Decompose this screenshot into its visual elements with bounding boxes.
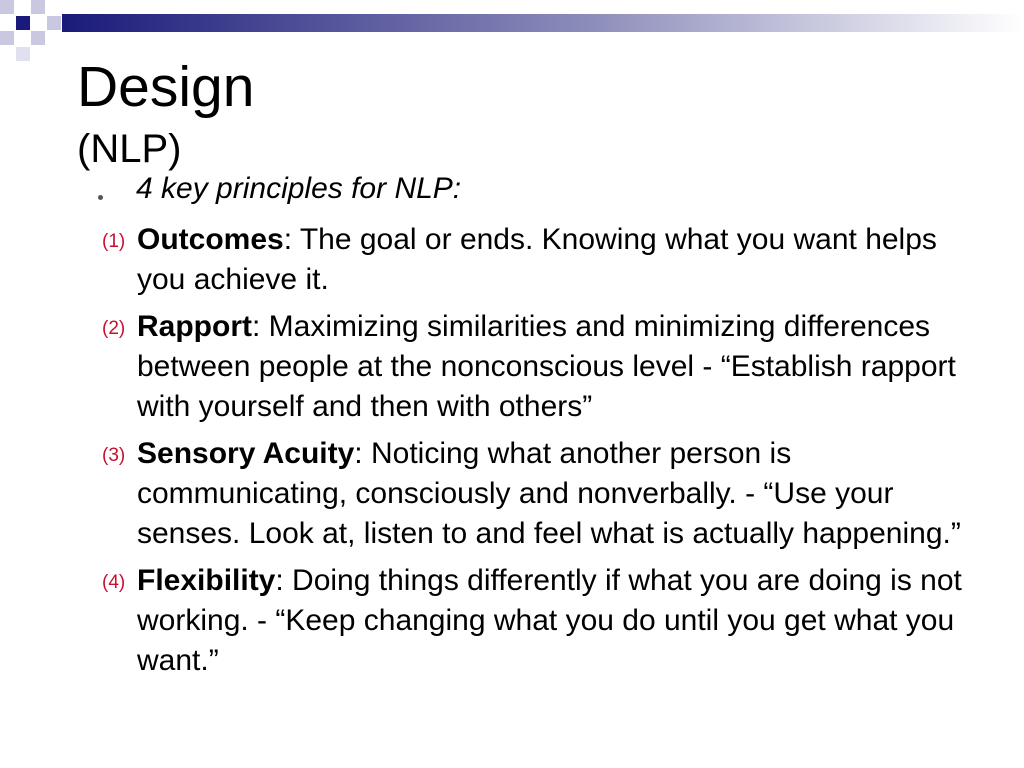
item-number: (3) (102, 445, 126, 466)
item-text: : Noticing what another person is communicating, consciously and nonverbally. - “Use your senses. Look at, listen to and feel what is actually happening.” (137, 437, 961, 550)
deco-square (31, 31, 45, 45)
list-item (102, 220, 982, 300)
deco-square (16, 16, 30, 30)
principles-list (102, 220, 982, 688)
slide-subtitle: (NLP) (77, 127, 182, 171)
item-term: Flexibility (137, 564, 276, 597)
item-body (137, 561, 982, 681)
item-body (137, 220, 982, 300)
bullet-heading-text: 4 key principles for NLP: (136, 172, 462, 205)
header-gradient-bar (62, 14, 1024, 32)
item-term: Sensory Acuity (137, 437, 355, 470)
bullet-dot-icon (98, 195, 103, 200)
item-body (137, 307, 982, 427)
item-text: : Doing things differently if what you are doing is not working. - “Keep changing what you do until you get what you want.” (137, 564, 962, 677)
item-term: Outcomes (137, 223, 284, 256)
deco-square (0, 31, 14, 45)
deco-square (31, 0, 45, 14)
deco-square (0, 0, 14, 14)
item-body (137, 434, 982, 554)
list-item (102, 307, 982, 427)
list-item (102, 561, 982, 681)
slide-title: Design (77, 55, 255, 119)
item-number: (1) (102, 231, 126, 252)
item-number: (2) (102, 318, 126, 339)
deco-square (16, 47, 30, 61)
list-item (102, 434, 982, 554)
item-text: : The goal or ends. Knowing what you want helps you achieve it. (137, 223, 937, 296)
item-number: (4) (102, 572, 126, 593)
item-term: Rapport (137, 310, 252, 343)
item-text: : Maximizing similarities and minimizing differences between people at the nonconscious level - “Establish rapport with yourself and then with others” (137, 310, 956, 423)
deco-square (47, 16, 61, 30)
